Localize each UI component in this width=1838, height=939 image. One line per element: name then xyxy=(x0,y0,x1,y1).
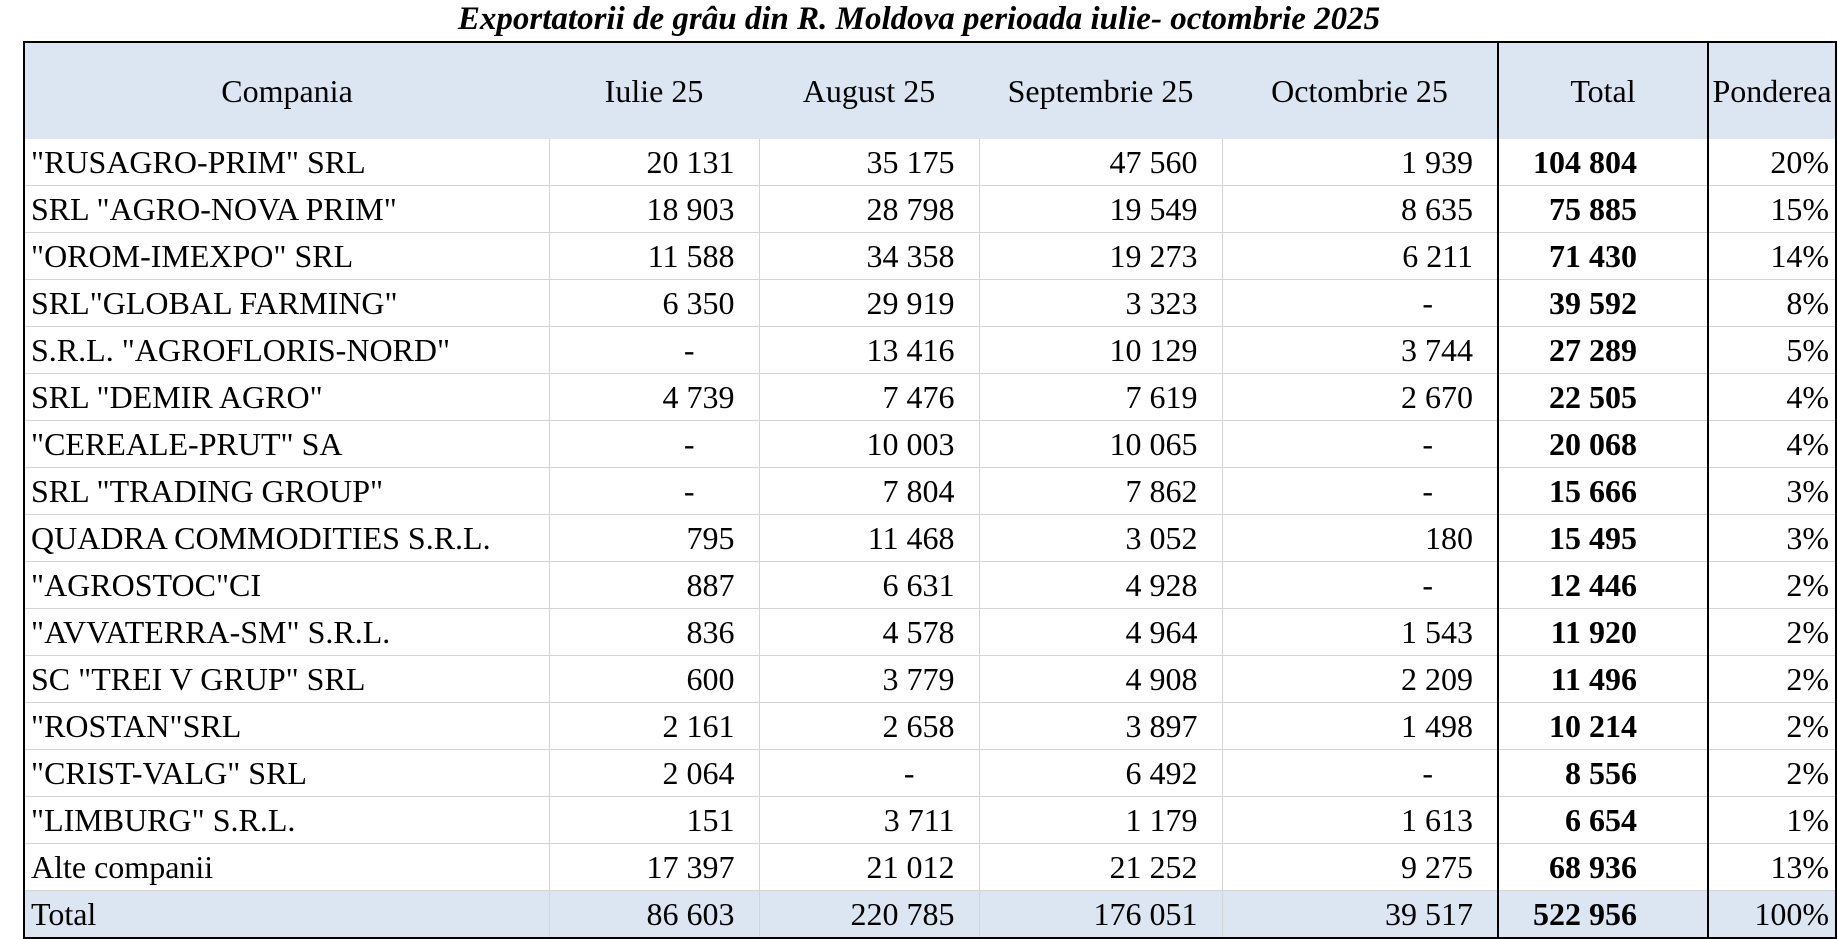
cell-ponderea: 2% xyxy=(1708,703,1836,750)
cell-august: 28 798 xyxy=(759,186,979,233)
cell-octombrie: - xyxy=(1222,280,1498,327)
cell-iulie: - xyxy=(549,468,759,515)
cell-iulie: - xyxy=(549,421,759,468)
table-row xyxy=(24,609,1836,656)
cell-august: 4 578 xyxy=(759,609,979,656)
header-ponderea: Ponderea xyxy=(1708,42,1836,139)
cell-septembrie: 47 560 xyxy=(979,139,1222,186)
cell-octombrie: 1 498 xyxy=(1222,703,1498,750)
cell-octombrie: 1 613 xyxy=(1222,797,1498,844)
cell-august: 13 416 xyxy=(759,327,979,374)
cell-august: 34 358 xyxy=(759,233,979,280)
table-row xyxy=(24,844,1836,891)
total-row xyxy=(24,891,1836,939)
cell-company: SC "TREI V GRUP" SRL xyxy=(24,656,549,703)
cell-company: SRL "DEMIR AGRO" xyxy=(24,374,549,421)
cell-total: 75 885 xyxy=(1498,186,1708,233)
cell-iulie: 795 xyxy=(549,515,759,562)
header-august: August 25 xyxy=(759,42,979,139)
cell-company: SRL "TRADING GROUP" xyxy=(24,468,549,515)
cell-septembrie: 7 619 xyxy=(979,374,1222,421)
header-octombrie: Octombrie 25 xyxy=(1222,42,1498,139)
table-row xyxy=(24,280,1836,327)
cell-august: 6 631 xyxy=(759,562,979,609)
cell-company: SRL "AGRO-NOVA PRIM" xyxy=(24,186,549,233)
cell-octombrie: 1 939 xyxy=(1222,139,1498,186)
cell-iulie: 11 588 xyxy=(549,233,759,280)
cell-august: - xyxy=(759,750,979,797)
cell-ponderea: 15% xyxy=(1708,186,1836,233)
cell-octombrie: - xyxy=(1222,750,1498,797)
cell-ponderea: 3% xyxy=(1708,515,1836,562)
cell-octombrie: 2 670 xyxy=(1222,374,1498,421)
cell-august: 35 175 xyxy=(759,139,979,186)
cell-octombrie: 3 744 xyxy=(1222,327,1498,374)
cell-septembrie: 10 129 xyxy=(979,327,1222,374)
cell-company: "LIMBURG" S.R.L. xyxy=(24,797,549,844)
cell-total: 12 446 xyxy=(1498,562,1708,609)
cell-iulie: 2 064 xyxy=(549,750,759,797)
cell-septembrie: 7 862 xyxy=(979,468,1222,515)
cell-august: 3 711 xyxy=(759,797,979,844)
table-row xyxy=(24,327,1836,374)
cell-septembrie: 4 908 xyxy=(979,656,1222,703)
cell-octombrie: 8 635 xyxy=(1222,186,1498,233)
cell-iulie: 4 739 xyxy=(549,374,759,421)
table-row xyxy=(24,562,1836,609)
cell-total: 15 666 xyxy=(1498,468,1708,515)
cell-iulie: - xyxy=(549,327,759,374)
cell-septembrie: 3 897 xyxy=(979,703,1222,750)
cell-total: 104 804 xyxy=(1498,139,1708,186)
cell-iulie: 18 903 xyxy=(549,186,759,233)
cell-august: 29 919 xyxy=(759,280,979,327)
cell-septembrie: 3 052 xyxy=(979,515,1222,562)
cell-company: Total xyxy=(24,891,549,939)
cell-septembrie: 176 051 xyxy=(979,891,1222,939)
cell-septembrie: 21 252 xyxy=(979,844,1222,891)
exporters-table xyxy=(23,41,1837,939)
cell-octombrie: 39 517 xyxy=(1222,891,1498,939)
table-row xyxy=(24,186,1836,233)
table-row xyxy=(24,233,1836,280)
header-septembrie: Septembrie 25 xyxy=(979,42,1222,139)
cell-august: 3 779 xyxy=(759,656,979,703)
cell-septembrie: 10 065 xyxy=(979,421,1222,468)
cell-total: 71 430 xyxy=(1498,233,1708,280)
table-body xyxy=(24,139,1836,938)
cell-iulie: 2 161 xyxy=(549,703,759,750)
cell-octombrie: 6 211 xyxy=(1222,233,1498,280)
table-row xyxy=(24,703,1836,750)
cell-total: 15 495 xyxy=(1498,515,1708,562)
cell-august: 220 785 xyxy=(759,891,979,939)
cell-august: 2 658 xyxy=(759,703,979,750)
cell-ponderea: 20% xyxy=(1708,139,1836,186)
cell-ponderea: 2% xyxy=(1708,656,1836,703)
cell-ponderea: 2% xyxy=(1708,562,1836,609)
cell-company: SRL"GLOBAL FARMING" xyxy=(24,280,549,327)
cell-company: QUADRA COMMODITIES S.R.L. xyxy=(24,515,549,562)
cell-septembrie: 19 549 xyxy=(979,186,1222,233)
cell-ponderea: 2% xyxy=(1708,609,1836,656)
cell-august: 11 468 xyxy=(759,515,979,562)
cell-iulie: 6 350 xyxy=(549,280,759,327)
cell-septembrie: 6 492 xyxy=(979,750,1222,797)
cell-ponderea: 13% xyxy=(1708,844,1836,891)
cell-total: 10 214 xyxy=(1498,703,1708,750)
table-row xyxy=(24,374,1836,421)
cell-total: 522 956 xyxy=(1498,891,1708,939)
cell-ponderea: 1% xyxy=(1708,797,1836,844)
header-iulie: Iulie 25 xyxy=(549,42,759,139)
cell-total: 6 654 xyxy=(1498,797,1708,844)
cell-iulie: 17 397 xyxy=(549,844,759,891)
table-row xyxy=(24,750,1836,797)
cell-iulie: 887 xyxy=(549,562,759,609)
cell-company: "AVVATERRA-SM" S.R.L. xyxy=(24,609,549,656)
cell-octombrie: 180 xyxy=(1222,515,1498,562)
table-row xyxy=(24,468,1836,515)
table-row xyxy=(24,656,1836,703)
cell-septembrie: 4 964 xyxy=(979,609,1222,656)
cell-total: 8 556 xyxy=(1498,750,1708,797)
cell-ponderea: 8% xyxy=(1708,280,1836,327)
cell-august: 7 804 xyxy=(759,468,979,515)
cell-iulie: 86 603 xyxy=(549,891,759,939)
cell-august: 21 012 xyxy=(759,844,979,891)
cell-total: 39 592 xyxy=(1498,280,1708,327)
cell-iulie: 20 131 xyxy=(549,139,759,186)
cell-octombrie: 2 209 xyxy=(1222,656,1498,703)
cell-company: "AGROSTOC"CI xyxy=(24,562,549,609)
cell-octombrie: 1 543 xyxy=(1222,609,1498,656)
cell-total: 20 068 xyxy=(1498,421,1708,468)
cell-iulie: 600 xyxy=(549,656,759,703)
cell-total: 11 920 xyxy=(1498,609,1708,656)
header-compania: Compania xyxy=(24,42,549,139)
cell-total: 11 496 xyxy=(1498,656,1708,703)
cell-ponderea: 3% xyxy=(1708,468,1836,515)
table-row xyxy=(24,421,1836,468)
cell-ponderea: 14% xyxy=(1708,233,1836,280)
cell-octombrie: - xyxy=(1222,421,1498,468)
cell-ponderea: 100% xyxy=(1708,891,1836,939)
cell-septembrie: 1 179 xyxy=(979,797,1222,844)
cell-ponderea: 5% xyxy=(1708,327,1836,374)
cell-septembrie: 4 928 xyxy=(979,562,1222,609)
cell-octombrie: 9 275 xyxy=(1222,844,1498,891)
cell-total: 68 936 xyxy=(1498,844,1708,891)
cell-iulie: 836 xyxy=(549,609,759,656)
cell-ponderea: 4% xyxy=(1708,374,1836,421)
header-total: Total xyxy=(1498,42,1708,139)
cell-iulie: 151 xyxy=(549,797,759,844)
table-row xyxy=(24,797,1836,844)
cell-company: "OROM-IMEXPO" SRL xyxy=(24,233,549,280)
table-header xyxy=(24,42,1836,139)
cell-octombrie: - xyxy=(1222,468,1498,515)
cell-company: S.R.L. "AGROFLORIS-NORD" xyxy=(24,327,549,374)
table-row xyxy=(24,139,1836,186)
cell-company: Alte companii xyxy=(24,844,549,891)
header-row xyxy=(24,42,1836,139)
table-row xyxy=(24,515,1836,562)
cell-august: 7 476 xyxy=(759,374,979,421)
cell-ponderea: 4% xyxy=(1708,421,1836,468)
cell-total: 27 289 xyxy=(1498,327,1708,374)
cell-octombrie: - xyxy=(1222,562,1498,609)
cell-august: 10 003 xyxy=(759,421,979,468)
cell-ponderea: 2% xyxy=(1708,750,1836,797)
cell-company: "RUSAGRO-PRIM" SRL xyxy=(24,139,549,186)
cell-company: "CEREALE-PRUT" SA xyxy=(24,421,549,468)
cell-company: "CRIST-VALG" SRL xyxy=(24,750,549,797)
cell-total: 22 505 xyxy=(1498,374,1708,421)
table-title: Exportatorii de grâu din R. Moldova perioada iulie- octombrie 2025 xyxy=(457,1,1381,37)
cell-septembrie: 3 323 xyxy=(979,280,1222,327)
cell-company: "ROSTAN"SRL xyxy=(24,703,549,750)
cell-septembrie: 19 273 xyxy=(979,233,1222,280)
